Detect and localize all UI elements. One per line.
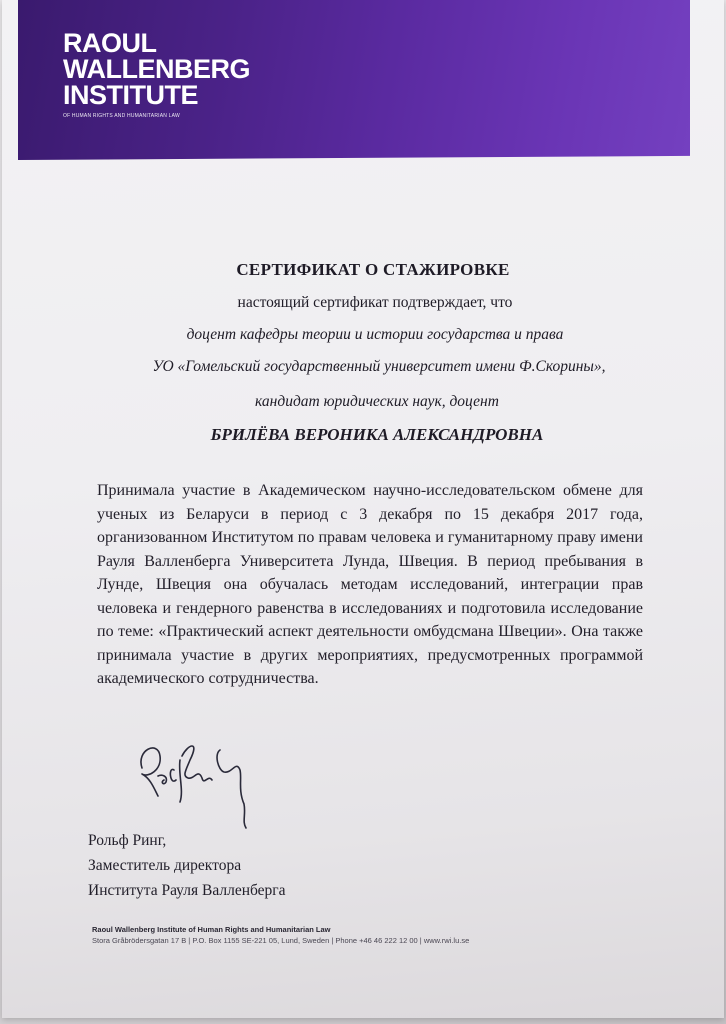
certificate-body: Принимала участие в Академическом научно-исследовательском обмене для ученых из Беларуси в период с 3 декабря по 15 декабря 2017 года, организованном Институтом по правам человека и гуманитарному праву имени Рауля Валленберга Университета Лунда, Швеция. В период пребывания в Лунде, Швеция она обучалась методам исследований, интеграции прав человека и гендерного равенства в исследованиях и подготовила исследование по теме: «Практический аспект деятельности омбудсмана Швеции». Она также принимала участие в других мероприятиях, предусмотренных программой академического сотрудничества.	[97, 482, 643, 687]
signer-title-1: Заместитель директора	[88, 857, 242, 874]
degree-line: кандидат юридических наук, доцент	[255, 393, 499, 410]
logo-subtitle: OF HUMAN RIGHTS AND HUMANITARIAN LAW	[63, 113, 180, 119]
logo-line-3: INSTITUTE	[63, 80, 198, 110]
footer	[92, 925, 469, 945]
signer-block	[88, 828, 286, 903]
confirms-line: настоящий сертификат подтверждает, что	[237, 294, 513, 311]
logo-line-2: WALLENBERG	[63, 54, 250, 84]
signer-title-2: Института Рауля Валленберга	[88, 882, 286, 899]
recipient-name: БРИЛЁВА ВЕРОНИКА АЛЕКСАНДРОВНА	[210, 425, 544, 444]
position-line: доцент кафедры теории и истории государства и права	[186, 326, 564, 343]
footer-address: Stora Gråbrödersgatan 17 B | P.O. Box 1155 SE-221 05, Lund, Sweden | Phone +46 46 222 12 00 | www.rwi.lu.se	[92, 936, 470, 945]
institute-logo	[63, 30, 250, 119]
footer-org: Raoul Wallenberg Institute of Human Rights and Humanitarian Law	[92, 925, 331, 934]
university-line: УО «Гомельский государственный университет имени Ф.Скорины»,	[152, 358, 606, 375]
signature-icon	[128, 730, 268, 830]
logo-line-1: RAOUL	[63, 28, 157, 58]
signer-name: Рольф Ринг,	[88, 832, 167, 849]
certificate-title: СЕРТИФИКАТ О СТАЖИРОВКЕ	[236, 260, 510, 279]
